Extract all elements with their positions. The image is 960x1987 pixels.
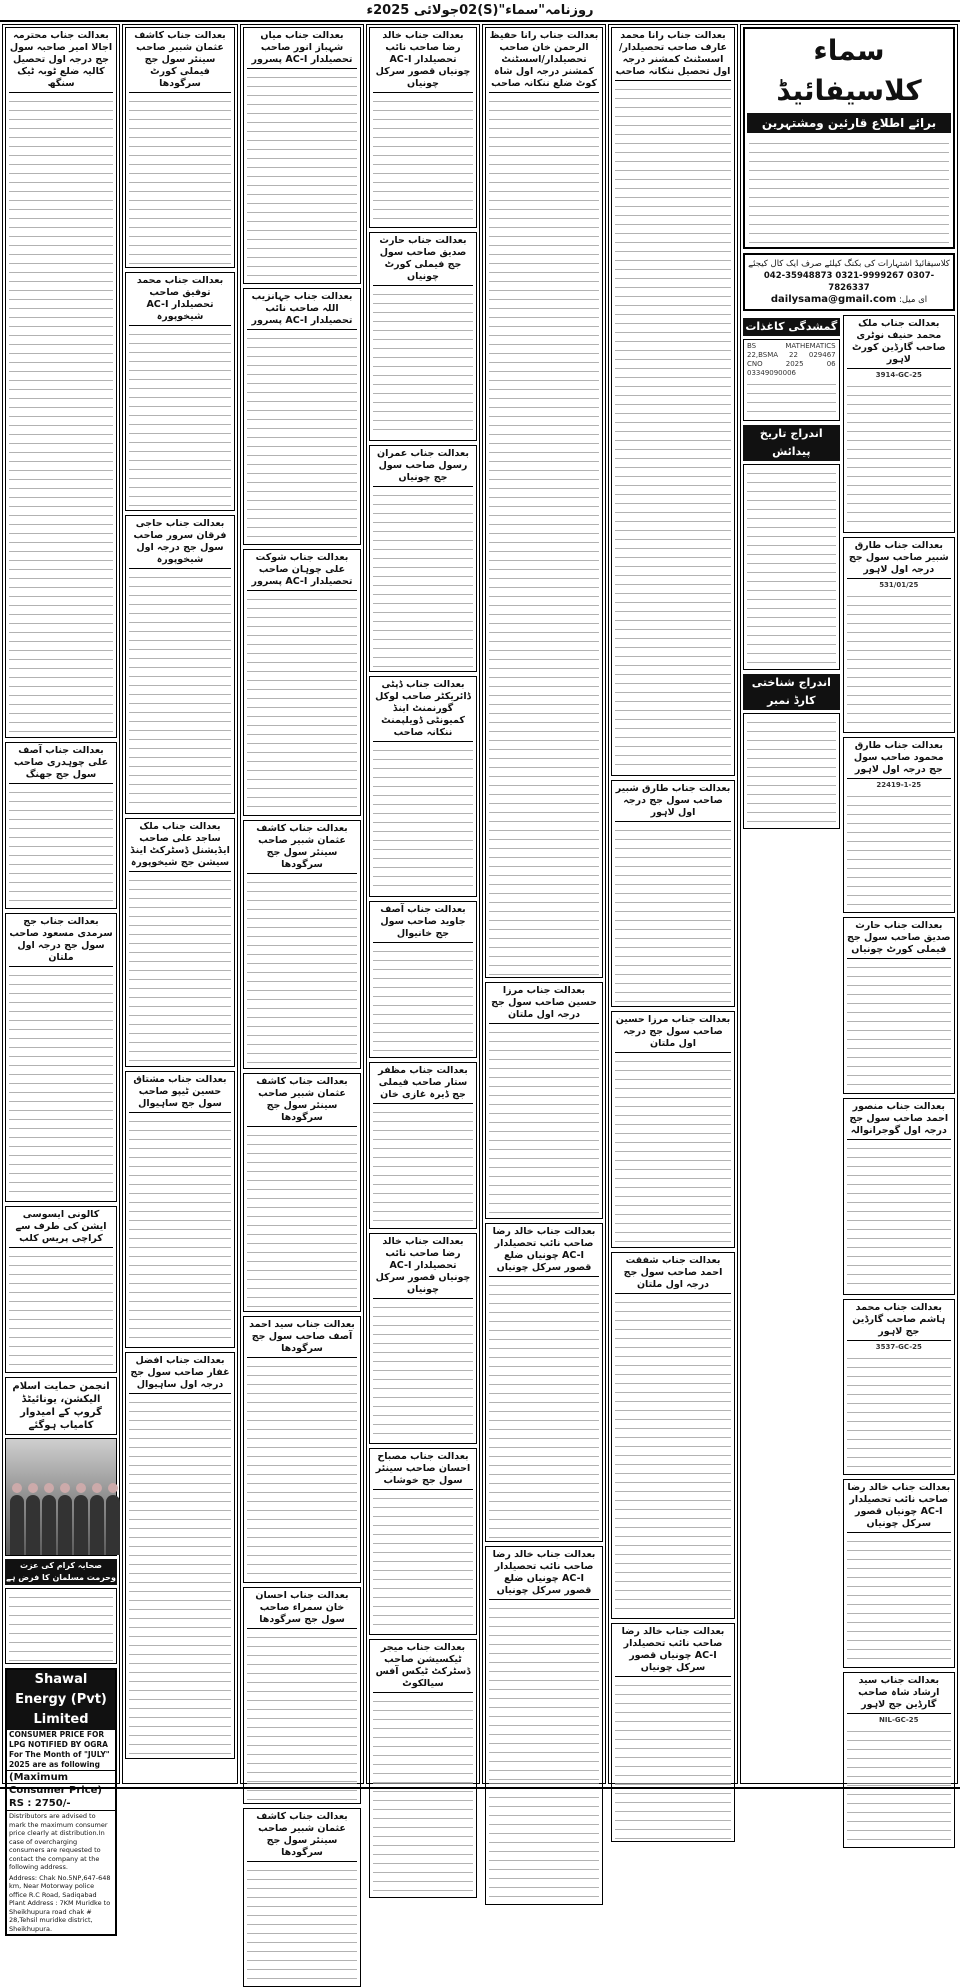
notice-heading: بعدالت جناب آصف علی چوہدری صاحب سول جج جھنگ [9, 745, 113, 784]
notice-case-number: NIL-GC-25 [879, 1716, 919, 1724]
notice-heading: بعدالت جناب طارق شبیر صاحب سول جج درجہ اول لاہور [847, 540, 951, 579]
court-notice [243, 1073, 361, 1312]
court-notice [5, 27, 117, 738]
notice-body [847, 790, 951, 910]
notice-body [847, 1142, 951, 1292]
notice-case-number: 531/01/25 [879, 581, 919, 589]
notice-body [247, 1360, 357, 1580]
notice-heading: بعدالت جناب حاجی فرقان سرور صاحب سول جج درجہ اول شیخوپورہ [129, 518, 231, 569]
court-notice [369, 1639, 477, 1898]
notice-body [9, 1250, 113, 1370]
notice-body [847, 590, 951, 730]
notice-heading: بعدالت جناب خالد رضا صاحب نائب تحصیلدار AC-I چونیاں قصور سرکل چونیاں [847, 1482, 951, 1533]
notice-heading: بعدالت جناب خالد رضا صاحب نائب تحصیلدار AC-I چونیاں قصور سرکل چونیاں [373, 1236, 473, 1299]
notice-body [847, 1725, 951, 1845]
footer-rule [0, 1787, 960, 1793]
col1-sub-right [743, 315, 840, 1852]
court-notice [843, 737, 955, 913]
court-notice [5, 742, 117, 909]
notice-body [129, 1396, 231, 1756]
email-label: ای میل: [898, 295, 928, 305]
notice-body [847, 380, 951, 530]
notice-heading: بعدالت جناب خالد رضا صاحب نائب تحصیلدار AC-I چونیاں قصور سرکل چونیاں [615, 1626, 731, 1677]
brand-subtitle: برائے اطلاع قارئین ومشتہرین [747, 113, 951, 133]
lost-docs-notice [743, 339, 840, 421]
notice-heading: بعدالت جناب ڈپٹی ڈائریکٹر صاحب لوکل گورنمنٹ اینڈ کمیونٹی ڈویلپمنٹ ننکانہ صاحب [373, 679, 473, 742]
column-6 [122, 24, 238, 1784]
notice-body [129, 328, 231, 508]
court-notice [243, 27, 361, 284]
shawal-title: Shawal Energy (Pvt) Limited [7, 1670, 115, 1730]
notice-heading: بعدالت جناب مرزا حسین صاحب سول جج درجہ اول ملتان [489, 985, 599, 1024]
notice-heading: بعدالت جناب طارق شبیر صاحب سول جج درجہ اول لاہور [615, 783, 731, 822]
notice-heading: بعدالت جناب میاں شہباز انور صاحب تحصیلدار AC-I پسرور [247, 30, 357, 69]
court-notice [243, 820, 361, 1069]
notice-body [373, 288, 473, 438]
column-classified-brand [740, 24, 958, 1784]
column-2 [608, 24, 738, 1784]
court-notice [369, 445, 477, 672]
notice-body [373, 1695, 473, 1895]
brand-text [747, 135, 951, 245]
notice-heading: بعدالت جناب احسان خان سمراء صاحب سول جج سرگودھا [247, 1590, 357, 1629]
section-birth-date: اندراج تاریخ پیدائش [743, 425, 840, 461]
notice-body [373, 1492, 473, 1632]
court-notice [369, 27, 477, 228]
notice-heading: بعدالت جناب محترمہ اجالا امیر صاحبہ سول جج درجہ اول تحصیل کالیہ ضلع ٹوبہ ٹیک سنگھ [9, 30, 113, 93]
shawal-address: Address: Chak No.5NP,647-648 km, Near Motorway police office R.C Road, Sadiqabad Plant Address : 7KM Muridke to Sheikhupura road chak # 28,Tehsil muridke district, Sheikhupura. [9, 1873, 111, 1933]
notice-heading: بعدالت جناب خالد رضا صاحب نائب تحصیلدار AC-I چونیاں ضلع قصور سرکل چونیاں [489, 1549, 599, 1600]
court-notice [843, 1672, 955, 1848]
court-notice [611, 27, 735, 776]
court-notice [125, 818, 235, 1067]
notice-heading: بعدالت جناب شوکت علی چوہان صاحب تحصیلدار AC-I پسرور [247, 552, 357, 591]
court-notice [243, 1587, 361, 1804]
court-notice [369, 1233, 477, 1444]
court-notice [369, 901, 477, 1058]
notice-body [615, 83, 731, 773]
notice-heading: بعدالت جناب ملک محمد حنیف نوٹری صاحب گارڈین کورٹ لاہور [847, 318, 951, 369]
notice-body [129, 874, 231, 1064]
contact-phones: 042-35948873 0321-9999267 0307-7826337 [763, 271, 935, 293]
col1-split [743, 315, 955, 1852]
notice-heading: بعدالت جناب محمد ہاشم صاحب گارڈین جج لاہور [847, 1302, 951, 1341]
notice-body [9, 969, 113, 1199]
notice-heading: بعدالت جناب کاشف عثمان شبیر صاحب سینئر سول جج سرگودھا [247, 1811, 357, 1862]
court-notice [485, 982, 603, 1219]
notice-heading: بعدالت جناب مشتاق حسین ٹیپو صاحب سول جج ساہیوال [129, 1074, 231, 1113]
notice-body [9, 95, 113, 735]
notice-heading: بعدالت جناب میجر ٹیکسیشن صاحب ڈسٹرکٹ ٹیکس آفس سیالکوٹ [373, 1642, 473, 1693]
court-notice [125, 515, 235, 814]
notice-body [489, 1279, 599, 1539]
court-notice [843, 1098, 955, 1295]
photo-caption: انجمن حمایت اسلام الیکشن، یونائیٹڈ گروپ کے امیدوار کامیاب ہوگئے [5, 1377, 117, 1435]
photo-banner: صحابہ کرام کی عزت وحرمت مسلمان کا فرض ہے [5, 1559, 117, 1585]
notice-heading: بعدالت جناب مصباح احسان صاحب سینئر سول جج خوشاب [373, 1451, 473, 1490]
court-notice [5, 913, 117, 1202]
notice-heading: بعدالت جناب مظفر ستار صاحب فیملی جج ڈیرہ غازی خان [373, 1065, 473, 1104]
col1-sub-left [843, 315, 955, 1852]
masthead: روزنامہ"سماء"(S)02جولائی 2025ء [0, 0, 960, 22]
notice-case-number: 3914-GC-25 [875, 371, 922, 379]
court-notice [843, 1299, 955, 1475]
court-notice [843, 315, 955, 533]
notice-heading: بعدالت جناب ملک ساجد علی صاحب ایڈیشنل ڈسٹرکٹ اینڈ سیشن جج شیخوپورہ [129, 821, 231, 872]
shawal-line2: For The Month of "JULY" 2025 are as following [9, 1750, 110, 1769]
notice-heading: بعدالت جناب مرزا حسین صاحب سول جج درجہ اول ملتان [615, 1014, 731, 1053]
court-notice [369, 1448, 477, 1635]
court-notice [485, 27, 603, 978]
notice-heading: بعدالت جناب آصف جاوید صاحب سول جج خانیوال [373, 904, 473, 943]
column-3 [482, 24, 606, 1784]
court-notice [369, 232, 477, 441]
brand-title: سماء کلاسیفائیڈ [776, 34, 922, 107]
court-notice [243, 1316, 361, 1583]
notice-body [129, 1115, 231, 1345]
notice-heading: کالونی ایسوسی ایشن کی طرف سے کراچی پریس کلب [9, 1209, 113, 1248]
court-notice [843, 537, 955, 733]
notice-heading: بعدالت جناب حارث صدیق صاحب سول جج فیملی کورٹ چونیاں [847, 920, 951, 959]
court-notice [125, 27, 235, 268]
notice-body [373, 489, 473, 669]
lost-docs-detail: BS MATHEMATICS 22,BSMA 22 029467 CNO 2025 06 03349090006 [747, 342, 836, 377]
notice-body [489, 1602, 599, 1902]
section-id-card: اندراج شناختی کارڈ نمبر [743, 674, 840, 710]
shawal-energy-ad [5, 1668, 117, 1936]
notice-body [9, 786, 113, 906]
notice-body [129, 95, 231, 265]
notice-heading: بعدالت جناب کاشف عثمان شبیر صاحب سینئر سول جج سرگودھا [247, 1076, 357, 1127]
court-notice [243, 549, 361, 816]
brand-box [743, 27, 955, 249]
notice-heading: بعدالت جناب سید ارشاد شاہ صاحب گارڈین جج لاہور [847, 1675, 951, 1714]
notice-body [847, 1352, 951, 1472]
notice-body [373, 945, 473, 1055]
notice-heading: بعدالت جناب افضل غفار صاحب سول جج درجہ اول ساہیوال [129, 1355, 231, 1394]
notice-body [373, 95, 473, 225]
notice-case-number: 3537-GC-25 [875, 1343, 922, 1351]
notice-heading: بعدالت جناب کاشف عثمان شبیر صاحب سینئر سول جج سرگودھا [247, 823, 357, 874]
column-5 [240, 24, 364, 1858]
notice-heading: بعدالت جناب خالد رضا صاحب نائب تحصیلدار AC-I چونیاں قصور سرکل چونیاں [373, 30, 473, 93]
contact-email: dailysama@gmail.com [770, 294, 897, 305]
notice-body [373, 1106, 473, 1226]
col7-notices [5, 27, 117, 1373]
court-notice [125, 1071, 235, 1348]
notice-heading: بعدالت جناب جہانزیب اللہ صاحب نائب تحصیلدار AC-I پسرور [247, 291, 357, 330]
notice-body [247, 71, 357, 281]
court-notice [369, 676, 477, 897]
notice-heading: بعدالت جناب رانا محمد عارف صاحب تحصیلدار/اسسٹنٹ کمشنر درجہ اول تحصیل ننکانہ صاحب [615, 30, 731, 81]
group-photo [5, 1438, 117, 1556]
court-notice [611, 1252, 735, 1619]
notice-body [373, 1301, 473, 1441]
court-notice [611, 780, 735, 1007]
notice-case-number: 22419-1-25 [876, 781, 922, 789]
notice-body [615, 1679, 731, 1839]
notice-body [489, 95, 599, 975]
notice-heading: بعدالت جناب محمد توفیق صاحب تحصیلدار AC-I شیخوپورہ [129, 275, 231, 326]
notice-heading: بعدالت جناب شفقت احمد صاحب سول جج درجہ اول ملتان [615, 1255, 731, 1294]
notice-body [615, 824, 731, 1004]
birth-date-notice [743, 464, 840, 670]
court-notice [611, 1623, 735, 1842]
contact-box [743, 253, 955, 311]
notice-heading: بعدالت جناب عمران رسول صاحب سول جج چونیاں [373, 448, 473, 487]
shawal-price: (Maximum Consumer Price) RS : 2750/- [7, 1770, 115, 1811]
notice-heading: بعدالت جناب طارق محمود صاحب سول جج درجہ اول لاہور [847, 740, 951, 779]
notice-heading: بعدالت جناب حارث صدیق صاحب سول جج فیملی کورٹ چونیاں [373, 235, 473, 286]
notice-body [247, 1864, 357, 1984]
notice-body [247, 1129, 357, 1309]
notice-body [247, 593, 357, 813]
notice-heading: بعدالت جناب سید احمد آصف صاحب سول جج سرگودھا [247, 1319, 357, 1358]
court-notice [125, 1352, 235, 1759]
court-notice [843, 917, 955, 1094]
notice-body [247, 1631, 357, 1801]
notice-body [847, 1535, 951, 1665]
notice-heading: بعدالت جناب جج سرمدی مسعود صاحب سول جج درجہ اول ملتان [9, 916, 113, 967]
notice-heading: بعدالت جناب خالد رضا صاحب نائب تحصیلدار AC-I چونیاں ضلع قصور سرکل چونیاں [489, 1226, 599, 1277]
court-notice [611, 1011, 735, 1248]
notice-body [247, 876, 357, 1066]
notice-body [247, 332, 357, 542]
notice-body [373, 744, 473, 894]
court-notice [843, 1479, 955, 1668]
notice-body [489, 1026, 599, 1216]
column-7 [2, 24, 120, 1933]
notice-body [615, 1296, 731, 1616]
court-notice [369, 1062, 477, 1229]
court-notice [485, 1546, 603, 1905]
notice-body [615, 1055, 731, 1245]
notice-body [847, 961, 951, 1091]
notice-heading: بعدالت جناب منصور احمد صاحب سول جج درجہ اول گوجرانوالہ [847, 1101, 951, 1140]
section-lost-docs: گمشدگی کاغذات [743, 318, 840, 336]
court-notice [485, 1223, 603, 1542]
column-4 [366, 24, 480, 1784]
id-card-notice [743, 713, 840, 829]
shawal-note: Distributors are advised to mark the maximum consumer price clearly at distribution.In case of overcharging consumers are requested to contact the company at the following address. [9, 1812, 108, 1871]
notice-heading: بعدالت جناب رانا حفیظ الرحمن خان صاحب تحصیلدار/اسسٹنٹ کمشنر درجہ اول شاہ کوٹ ضلع ننکانہ صاحب [489, 30, 599, 93]
court-notice [5, 1206, 117, 1373]
shawal-line1: CONSUMER PRICE FOR LPG NOTIFIED BY OGRA [9, 1730, 108, 1749]
court-notice [243, 1808, 361, 1987]
notice-body [129, 571, 231, 811]
court-notice [243, 288, 361, 545]
contact-line: کلاسیفائیڈ اشتہارات کی بکنگ کیلئے صرف ایک کال کیجئے [748, 259, 950, 269]
notice-heading: بعدالت جناب کاشف عثمان شبیر صاحب سینئر سول جج فیملی کورٹ سرگودھا [129, 30, 231, 93]
court-notice [125, 272, 235, 511]
photo-article [5, 1588, 117, 1664]
